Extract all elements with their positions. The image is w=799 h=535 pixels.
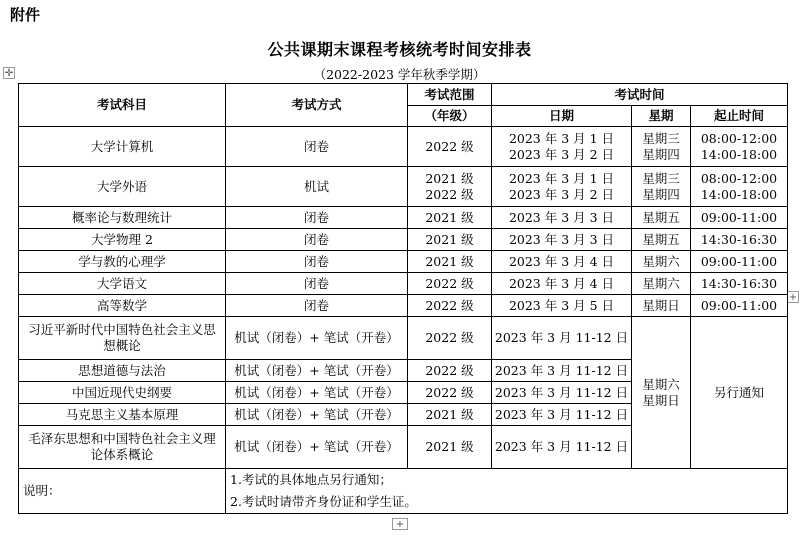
cell-time: 08:00-12:00 14:00-18:00	[691, 127, 788, 167]
cell-grade: 2022 级	[408, 127, 492, 167]
header-scope: 考试范围	[408, 84, 492, 106]
cell-weekday: 星期六	[632, 251, 691, 273]
cell-subject: 中国近现代史纲要	[19, 382, 226, 404]
cell-method: 机试（闭卷）+ 笔试（开卷）	[226, 360, 408, 382]
cell-grade: 2022 级	[408, 295, 492, 317]
cell-method: 机试（闭卷）+ 笔试（开卷）	[226, 382, 408, 404]
cell-weekday: 星期日	[632, 295, 691, 317]
cell-weekday: 星期五	[632, 207, 691, 229]
cell-date: 2023 年 3 月 4 日	[492, 273, 632, 295]
cell-method: 闭卷	[226, 207, 408, 229]
cell-weekday: 星期三 星期四	[632, 127, 691, 167]
group-weekday-cell: 星期六 星期日	[632, 317, 691, 469]
cell-method: 机试	[226, 167, 408, 207]
cell-method: 机试（闭卷）+ 笔试（开卷）	[226, 426, 408, 469]
cell-subject: 概率论与数理统计	[19, 207, 226, 229]
cell-method: 机试（闭卷）+ 笔试（开卷）	[226, 317, 408, 360]
notes-label: 说明：	[19, 469, 226, 514]
cell-grade: 2021 级	[408, 251, 492, 273]
cell-date: 2023 年 3 月 1 日 2023 年 3 月 2 日	[492, 167, 632, 207]
cell-grade: 2022 级	[408, 360, 492, 382]
cell-time: 08:00-12:00 14:00-18:00	[691, 167, 788, 207]
header-weekday: 星期	[632, 106, 691, 127]
table-row	[19, 207, 788, 229]
cell-method: 闭卷	[226, 295, 408, 317]
header-method: 考试方式	[226, 84, 408, 127]
header-time: 起止时间	[691, 106, 788, 127]
cell-method: 闭卷	[226, 127, 408, 167]
cell-method: 闭卷	[226, 229, 408, 251]
cell-subject: 习近平新时代中国特色社会主义思想概论	[19, 317, 226, 360]
cell-time: 09:00-11:00	[691, 251, 788, 273]
header-date: 日期	[492, 106, 632, 127]
exam-schedule-table	[18, 83, 788, 514]
header-exam-time: 考试时间	[492, 84, 788, 106]
cell-time: 09:00-11:00	[691, 207, 788, 229]
cell-date: 2023 年 3 月 11-12 日	[492, 382, 632, 404]
cell-method: 闭卷	[226, 273, 408, 295]
cell-subject: 大学语文	[19, 273, 226, 295]
cell-date: 2023 年 3 月 3 日	[492, 229, 632, 251]
cell-grade: 2022 级	[408, 317, 492, 360]
cell-grade: 2021 级	[408, 404, 492, 426]
cell-subject: 思想道德与法治	[19, 360, 226, 382]
cell-grade: 2022 级	[408, 382, 492, 404]
group-time-cell: 另行通知	[691, 317, 788, 469]
cell-subject: 大学外语	[19, 167, 226, 207]
cell-method: 机试（闭卷）+ 笔试（开卷）	[226, 404, 408, 426]
page-subtitle: （2022-2023 学年秋季学期）	[313, 67, 486, 82]
cell-grade: 2021 级	[408, 207, 492, 229]
header-scope-grade: （年级）	[408, 106, 492, 127]
cell-subject: 毛泽东思想和中国特色社会主义理论体系概论	[19, 426, 226, 469]
cell-date: 2023 年 3 月 4 日	[492, 251, 632, 273]
cell-time: 14:30-16:30	[691, 229, 788, 251]
cell-date: 2023 年 3 月 11-12 日	[492, 360, 632, 382]
table-row	[19, 295, 788, 317]
notes-content	[226, 469, 788, 514]
cell-date: 2023 年 3 月 11-12 日	[492, 317, 632, 360]
cell-grade: 2021 级	[408, 426, 492, 469]
table-header-row	[19, 84, 788, 106]
cell-date: 2023 年 3 月 1 日 2023 年 3 月 2 日	[492, 127, 632, 167]
cell-date: 2023 年 3 月 3 日	[492, 207, 632, 229]
table-row	[19, 251, 788, 273]
cell-weekday: 星期六	[632, 273, 691, 295]
add-row-button-icon[interactable]: +	[392, 518, 408, 530]
cell-subject: 马克思主义基本原理	[19, 404, 226, 426]
cell-weekday: 星期三 星期四	[632, 167, 691, 207]
cell-grade: 2022 级	[408, 273, 492, 295]
table-row	[19, 317, 788, 360]
cell-date: 2023 年 3 月 11-12 日	[492, 404, 632, 426]
cell-method: 闭卷	[226, 251, 408, 273]
cell-grade: 2021 级	[408, 229, 492, 251]
attachment-label: 附件	[10, 6, 41, 24]
table-row	[19, 229, 788, 251]
cell-time: 14:30-16:30	[691, 273, 788, 295]
cell-date: 2023 年 3 月 11-12 日	[492, 426, 632, 469]
cell-subject: 大学计算机	[19, 127, 226, 167]
cell-grade: 2021 级 2022 级	[408, 167, 492, 207]
cell-time: 09:00-11:00	[691, 295, 788, 317]
table-move-handle-icon[interactable]: ✛	[4, 68, 14, 79]
notes-row	[19, 469, 788, 514]
table-row	[19, 167, 788, 207]
header-subject: 考试科目	[19, 84, 226, 127]
cell-subject: 大学物理 2	[19, 229, 226, 251]
table-row	[19, 273, 788, 295]
cell-date: 2023 年 3 月 5 日	[492, 295, 632, 317]
add-column-button-icon[interactable]: +	[788, 292, 798, 303]
note-item: 2.考试时请带齐身份证和学生证。	[230, 494, 417, 509]
cell-weekday: 星期五	[632, 229, 691, 251]
cell-subject: 学与教的心理学	[19, 251, 226, 273]
note-item: 1.考试的具体地点另行通知；	[230, 472, 392, 487]
cell-subject: 高等数学	[19, 295, 226, 317]
page-title: 公共课期末课程考核统考时间安排表	[267, 40, 532, 59]
table-row	[19, 127, 788, 167]
